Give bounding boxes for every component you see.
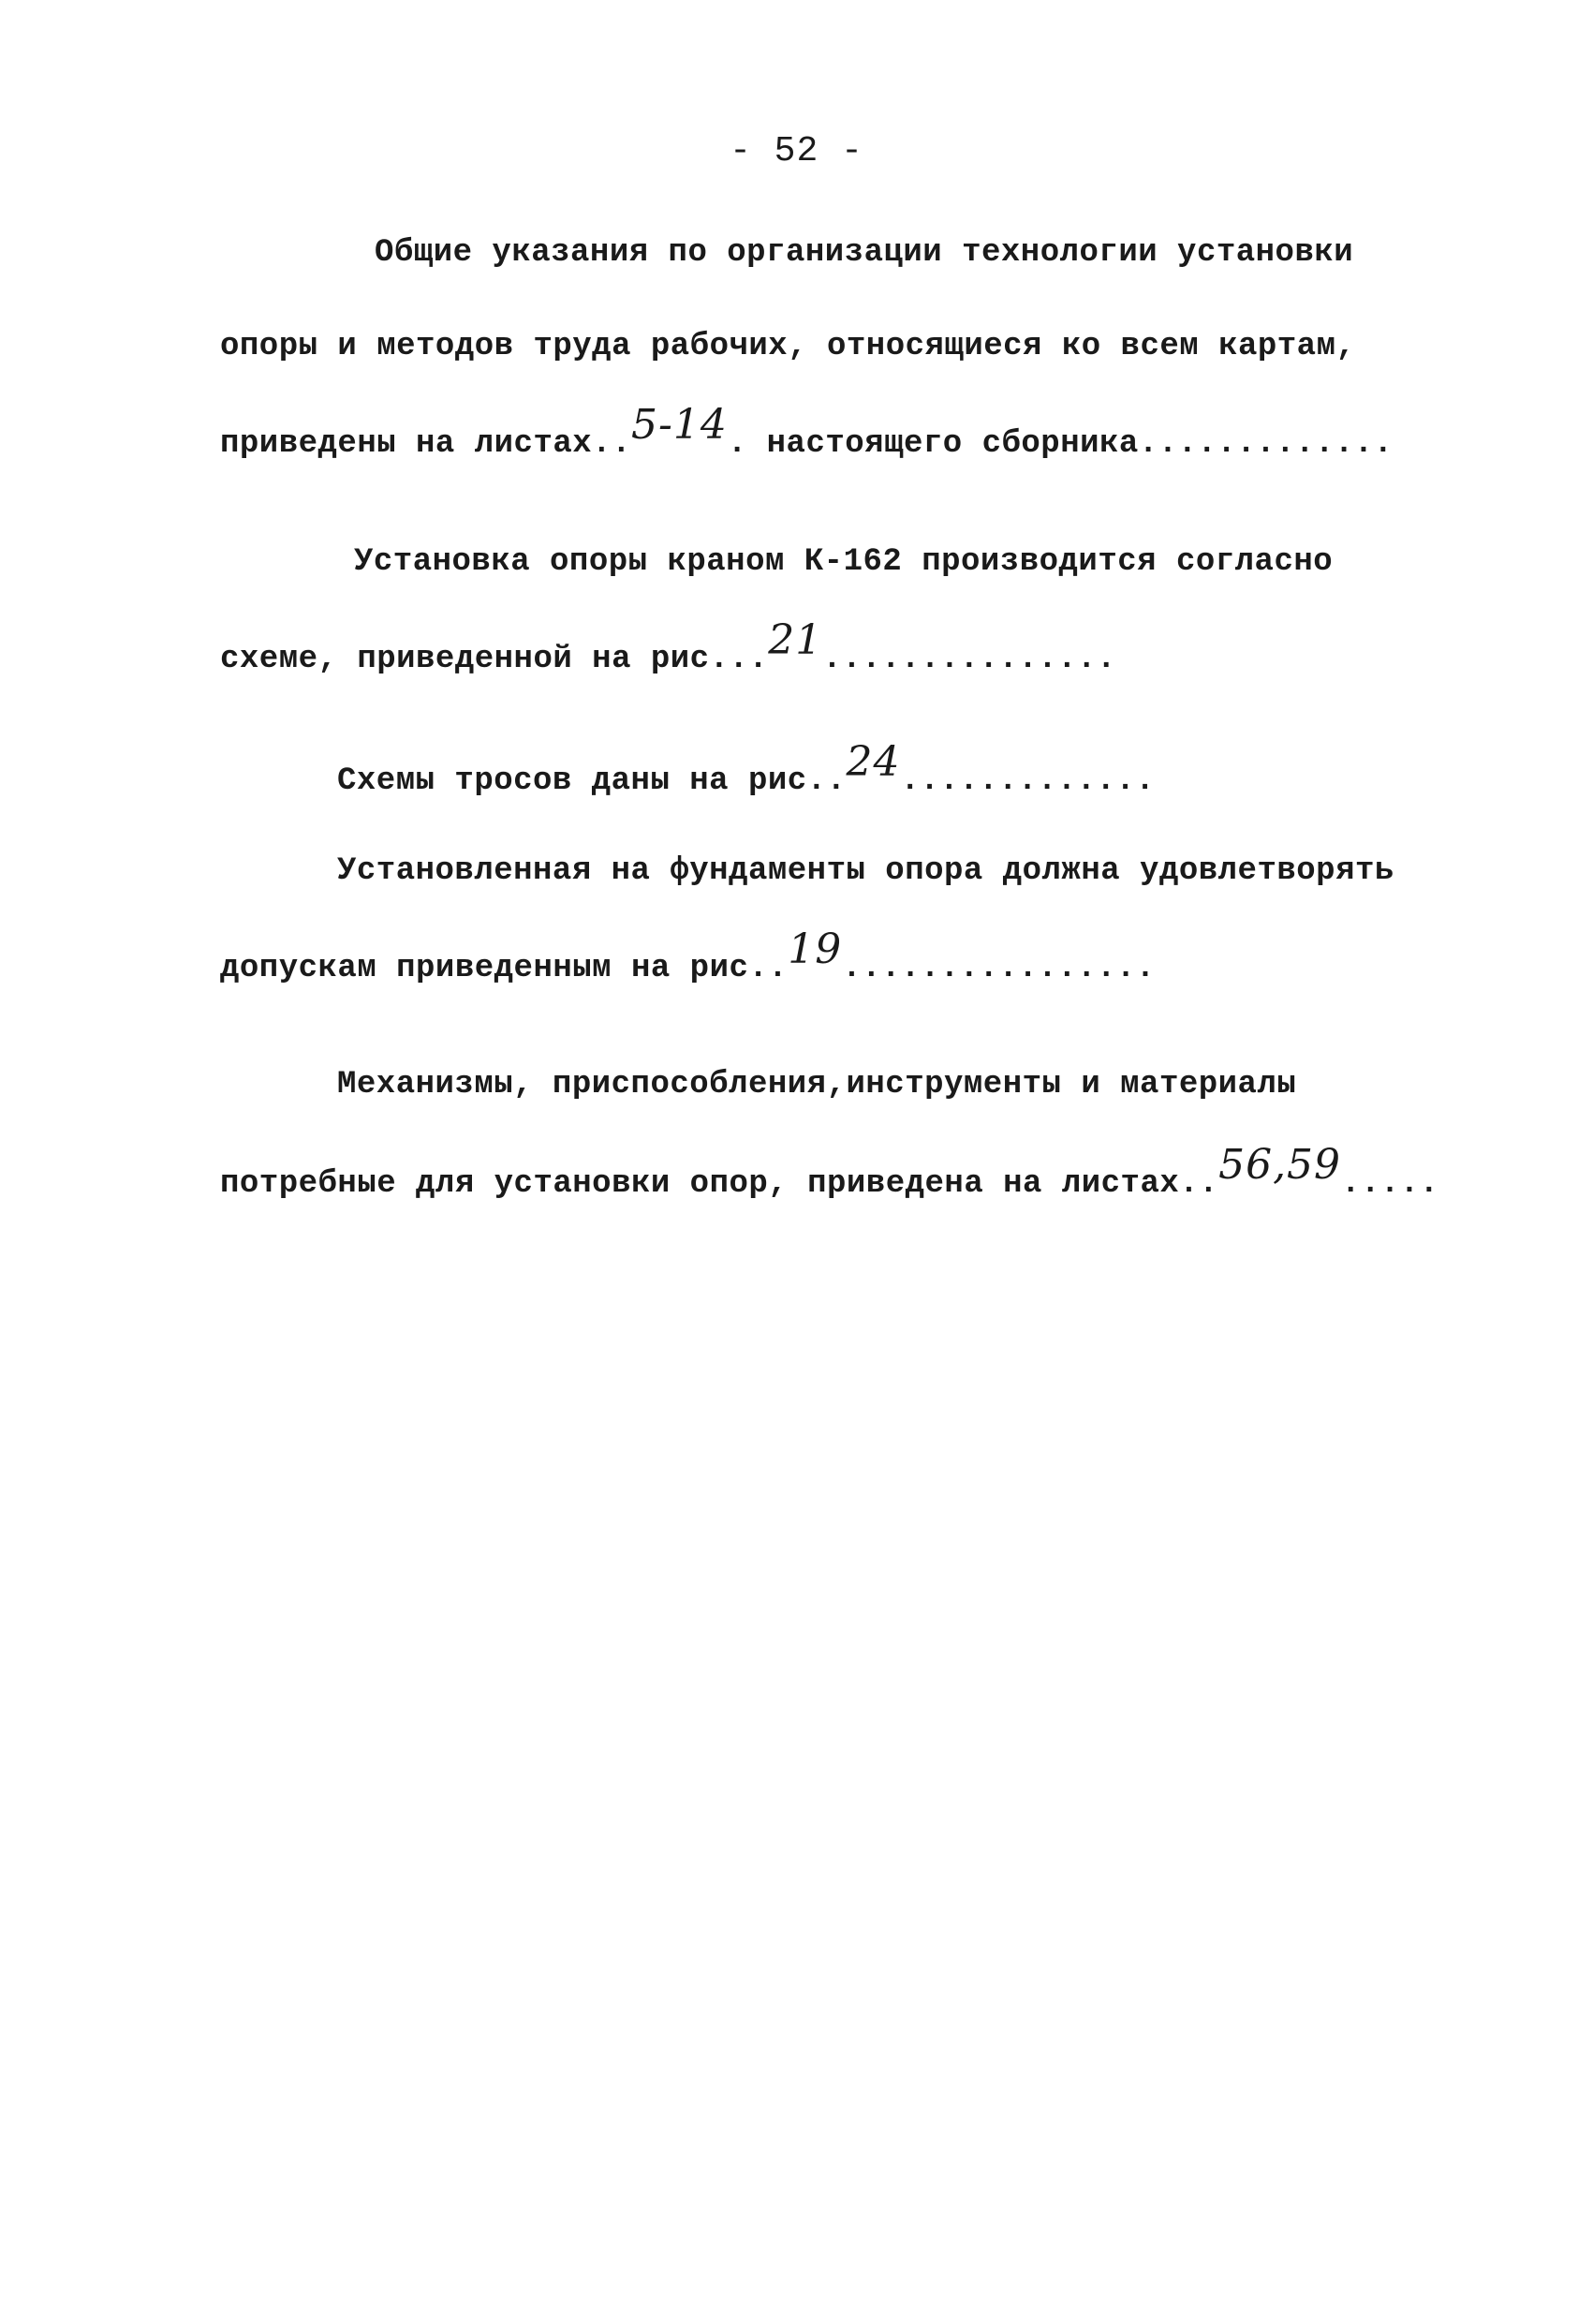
text-line [220, 1141, 1439, 1203]
text-line [220, 401, 1394, 463]
text-segment: схеме, приведенной на рис... [220, 642, 769, 677]
handwritten-sheet-range: 5-14 [630, 401, 728, 449]
text-segment: ............. [900, 763, 1156, 799]
text-segment: . настоящего сборника............. [727, 426, 1394, 462]
handwritten-figure-number: 19 [788, 925, 843, 973]
text-segment: допускам приведенным на рис.. [220, 951, 789, 986]
handwritten-figure-number: 21 [768, 616, 823, 664]
text-line [220, 925, 1156, 987]
text-line: Установка опоры краном К-162 производится согласно [354, 544, 1334, 580]
text-line: Механизмы, приспособления,инструменты и материалы [337, 1067, 1297, 1103]
text-line: Установленная на фундаменты опора должна удовлетворять [337, 853, 1394, 889]
text-line: Общие указания по организации технологии установки [375, 235, 1354, 271]
text-segment: приведены на листах.. [220, 426, 631, 462]
page-number: - 52 - [730, 131, 863, 171]
text-segment: Схемы тросов даны на рис.. [337, 763, 847, 799]
text-line [220, 616, 1116, 678]
handwritten-figure-number: 24 [846, 738, 901, 786]
text-line: опоры и методов труда рабочих, относящиеся ко всем картам, [220, 329, 1356, 364]
text-segment: потребные для установки опор, приведена на листах.. [220, 1166, 1219, 1202]
text-line [337, 738, 1156, 800]
handwritten-sheet-range: 56,59 [1218, 1141, 1342, 1189]
text-segment: ................ [842, 951, 1156, 986]
text-segment: ..... [1341, 1166, 1439, 1202]
text-segment: ............... [822, 642, 1116, 677]
